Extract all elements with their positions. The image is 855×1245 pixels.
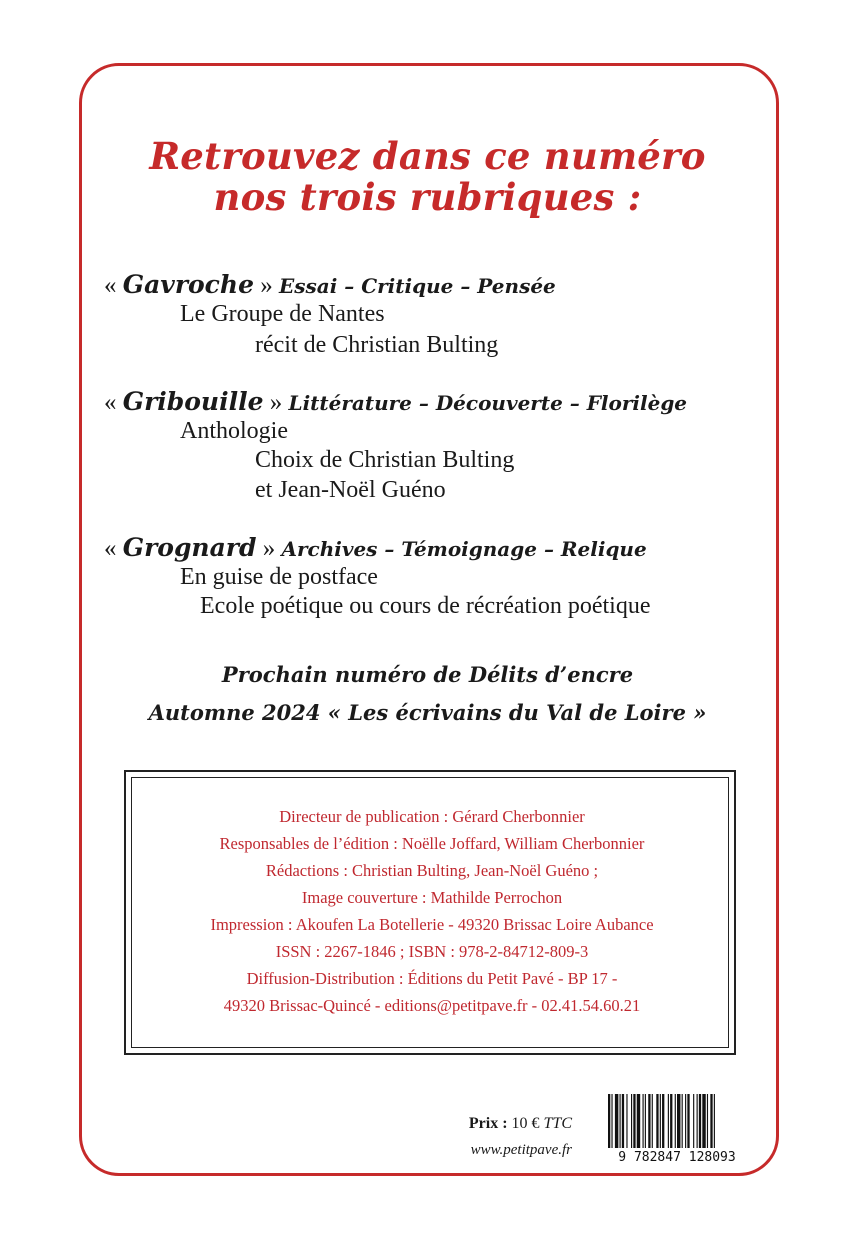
- credit-line: Rédactions : Christian Bulting, Jean-Noël Guéno ;: [265, 861, 599, 880]
- barcode-bar: [643, 1094, 644, 1148]
- quote-close: »: [263, 389, 289, 416]
- credit-line: 49320 Brissac-Quincé - editions@petitpave.fr - 02.41.54.60.21: [223, 996, 641, 1015]
- quote-close: »: [253, 272, 279, 299]
- price-label: Prix :: [468, 1115, 508, 1132]
- rubrique-line: Choix de Christian Bulting: [255, 447, 515, 473]
- credit-line: Responsables de l’édition : Noëlle Joffard, William Cherbonnier: [219, 834, 645, 853]
- rubrique-name: Grognard: [122, 533, 257, 562]
- credit-line: Directeur de publication : Gérard Cherbonnier: [279, 807, 585, 826]
- barcode-bar: [648, 1094, 650, 1148]
- barcode-bar: [710, 1094, 712, 1148]
- barcode-bar: [699, 1094, 701, 1148]
- next-issue-line-2: Automne 2024 « Les écrivains du Val de Loire »: [148, 700, 707, 725]
- credit-line: Diffusion-Distribution : Éditions du Petit Pavé - BP 17 -: [246, 969, 618, 988]
- next-issue-line-1: Prochain numéro de Délits d’encre: [221, 662, 634, 687]
- headline-line-2: nos trois rubriques :: [213, 175, 642, 219]
- barcode-bar: [637, 1094, 640, 1148]
- quote-open: «: [104, 535, 123, 562]
- barcode-bar: [693, 1094, 694, 1148]
- barcode-bar: [697, 1094, 698, 1148]
- barcode-bar: [633, 1094, 635, 1148]
- barcode-bar: [611, 1094, 612, 1148]
- barcode-bar: [670, 1094, 672, 1148]
- barcode-bar: [626, 1094, 627, 1148]
- barcode-bar: [656, 1094, 658, 1148]
- rubrique-line: récit de Christian Bulting: [255, 332, 499, 358]
- rubrique-gribouille-title: [104, 387, 687, 417]
- barcode-bar: [615, 1094, 618, 1148]
- quote-open: «: [104, 272, 123, 299]
- barcode-bar: [685, 1094, 686, 1148]
- credit-line: Image couverture : Mathilde Perrochon: [301, 888, 563, 907]
- website-link[interactable]: www.petitpave.fr: [470, 1142, 572, 1158]
- rubrique-tags: Archives – Témoignage – Relique: [281, 537, 647, 561]
- barcode: [600, 1092, 755, 1164]
- barcode-bar: [608, 1094, 610, 1148]
- rubrique-name: Gavroche: [122, 270, 254, 299]
- barcode-bar: [677, 1094, 680, 1148]
- barcode-digits: 9 782847 128093: [618, 1150, 736, 1164]
- credits-box: [124, 770, 736, 1055]
- headline-line-1: Retrouvez dans ce numéro: [149, 134, 706, 178]
- barcode-bar: [702, 1094, 705, 1148]
- barcode-bar: [622, 1094, 624, 1148]
- rubrique-line: Ecole poétique ou cours de récréation poétique: [200, 593, 651, 619]
- rubrique-gavroche-title: [104, 270, 556, 300]
- rubrique-name: Gribouille: [122, 387, 264, 416]
- rubrique-line: Anthologie: [180, 418, 288, 444]
- rubrique-tags: Essai – Critique – Pensée: [278, 274, 556, 298]
- rubrique-grognard-title: [104, 533, 647, 563]
- barcode-bar: [668, 1094, 669, 1148]
- barcode-bar: [662, 1094, 664, 1148]
- rubrique-line: En guise de postface: [180, 564, 378, 590]
- barcode-bar: [620, 1094, 621, 1148]
- credit-line: Impression : Akoufen La Botellerie - 49320 Brissac Loire Aubance: [210, 915, 654, 934]
- barcode-bar: [660, 1094, 661, 1148]
- barcode-bar: [682, 1094, 683, 1148]
- credit-line: ISSN : 2267-1846 ; ISBN : 978-2-84712-809-3: [275, 942, 589, 961]
- rubrique-line: Le Groupe de Nantes: [180, 301, 385, 327]
- barcode-bar: [675, 1094, 676, 1148]
- barcode-bar: [645, 1094, 646, 1148]
- quote-open: «: [104, 389, 123, 416]
- rubrique-line: et Jean-Noël Guéno: [255, 477, 446, 503]
- quote-close: »: [256, 535, 282, 562]
- price-suffix: TTC: [543, 1115, 572, 1132]
- barcode-bar: [631, 1094, 632, 1148]
- barcode-bar: [707, 1094, 708, 1148]
- barcode-bars: [608, 1094, 715, 1148]
- barcode-bar: [687, 1094, 689, 1148]
- barcode-bar: [714, 1094, 715, 1148]
- price-value: 10 €: [511, 1115, 540, 1132]
- barcode-bar: [652, 1094, 653, 1148]
- rubrique-tags: Littérature – Découverte – Florilège: [288, 391, 688, 415]
- price: [469, 1115, 572, 1133]
